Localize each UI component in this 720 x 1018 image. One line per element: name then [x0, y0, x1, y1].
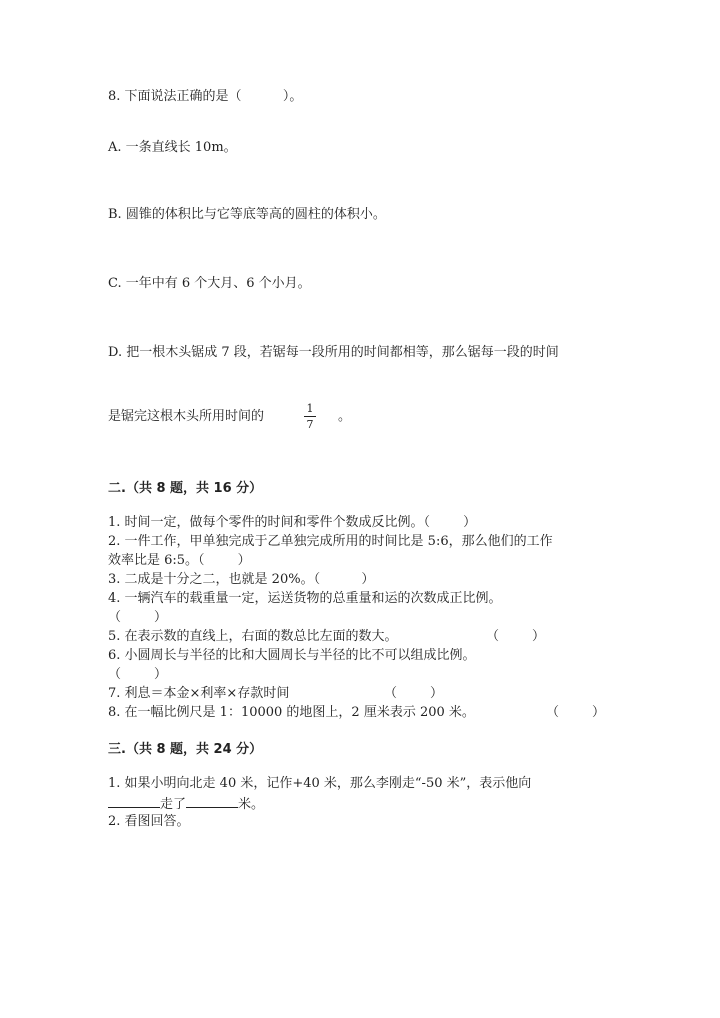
s2-line-9: （ ） — [108, 667, 168, 682]
q8-option-b: B. 圆锥的体积比与它等底等高的圆柱的体积小。 — [108, 207, 386, 222]
s2-line-5: 4. 一辆汽车的载重量一定，运送货物的总重量和运的次数成正比例。 — [108, 591, 502, 606]
fraction — [302, 402, 318, 431]
s2-line-8: 6. 小圆周长与半径的比和大圆周长与半径的比不可以组成比例。 — [108, 648, 476, 663]
s2-line-7: 5. 在表示数的直线上，右面的数总比左面的数大。 — [108, 629, 398, 644]
s3-q1-line2 — [108, 794, 264, 814]
q8-option-d-line1: D. 把一根木头锯成 7 段，若锯每一段所用的时间都相等，那么锯每一段的时间 — [108, 345, 559, 360]
q8-option-a: A. 一条直线长 10m。 — [108, 140, 237, 155]
q8-option-d-line2: 是锯完这根木头所用时间的 — [108, 409, 265, 424]
q8-option-d-end: 。 — [338, 409, 352, 424]
answer-blank-2[interactable] — [186, 794, 238, 808]
s3-q2: 2. 看图回答。 — [108, 814, 190, 829]
s3-q1-mid: 走了 — [160, 797, 187, 812]
s3-q1-end: 米。 — [238, 797, 265, 812]
s2-paren-8: （ ） — [546, 705, 606, 720]
s2-line-1: 1. 时间一定，做每个零件的时间和零件个数成反比例。（ ） — [108, 515, 477, 530]
s2-paren-7: （ ） — [384, 686, 444, 701]
q8-option-c: C. 一年中有 6 个大月、6 个小月。 — [108, 276, 311, 291]
s2-line-2: 2. 一件工作，甲单独完成于乙单独完成所用的时间比是 5:6，那么他们的工作 — [108, 534, 553, 549]
fraction-numerator: 1 — [306, 402, 314, 415]
s2-line-11: 8. 在一幅比例尺是 1：10000 的地图上，2 厘米表示 200 米。 — [108, 705, 475, 720]
answer-blank-1[interactable] — [108, 794, 160, 808]
q8-stem: 8. 下面说法正确的是（ ）。 — [108, 89, 303, 104]
section-2-heading: 二.（共 8 题，共 16 分） — [108, 481, 263, 496]
s2-line-4: 3. 二成是十分之二，也就是 20%。（ ） — [108, 572, 375, 587]
s3-q1-line1: 1. 如果小明向北走 40 米，记作+40 米，那么李刚走“-50 米”，表示他向 — [108, 776, 532, 791]
fraction-denominator: 7 — [306, 418, 314, 431]
fraction-bar — [304, 416, 316, 417]
s2-line-3: 效率比是 6:5。（ ） — [108, 553, 251, 568]
s2-line-10: 7. 利息＝本金×利率×存款时间 — [108, 686, 290, 701]
s2-paren-5: （ ） — [486, 629, 546, 644]
s2-line-6: （ ） — [108, 610, 168, 625]
section-3-heading: 三.（共 8 题，共 24 分） — [108, 742, 263, 757]
